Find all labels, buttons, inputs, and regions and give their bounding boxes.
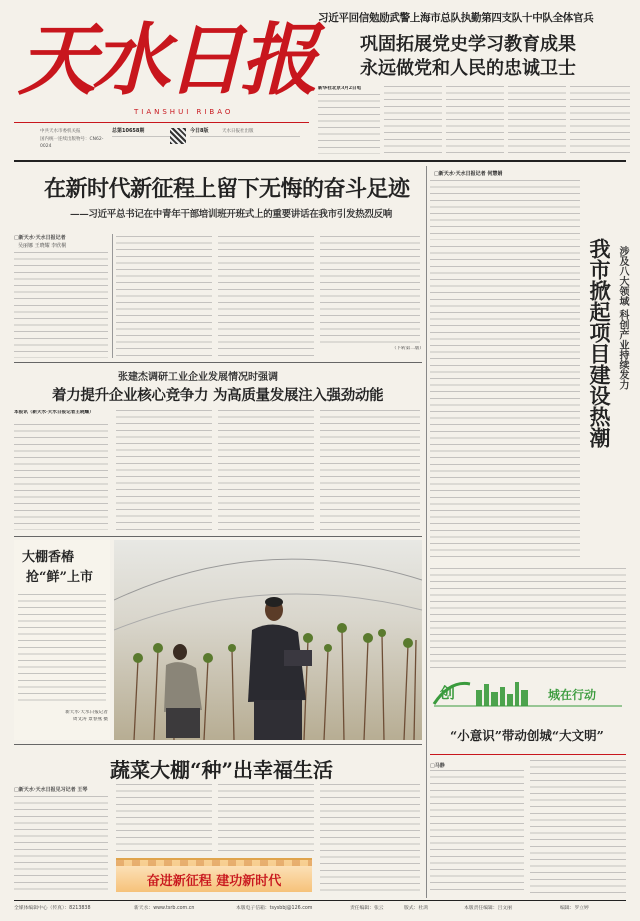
issue-number: 总第10658期 bbox=[112, 128, 145, 134]
edition-label: 天水日报社出版 bbox=[222, 129, 254, 134]
lead-jump: （下转第二版） bbox=[391, 346, 424, 351]
footer-rule bbox=[14, 900, 626, 901]
photo-illustration bbox=[114, 540, 422, 740]
lead-body-col2 bbox=[116, 236, 212, 358]
city-action-logo-text: 城在行动 bbox=[548, 688, 597, 702]
footer-item: 新天水：www.tsrb.com.cn bbox=[134, 906, 195, 911]
lead-divider bbox=[14, 362, 422, 363]
qr-code-icon bbox=[170, 128, 186, 144]
meeting-body-col2 bbox=[116, 410, 212, 530]
meeting-source: 本报讯（新天水·天水日报记者王晓耀） bbox=[14, 410, 94, 415]
publisher-label: 中共天水市委机关报 bbox=[40, 129, 81, 134]
top-news-headline-2: 永远做党和人民的忠诚卫士 bbox=[360, 58, 576, 79]
feature-credit-2: 周文涛 景春燕 摄 bbox=[72, 717, 108, 722]
lead-reporters: 吴丽娜 王晓耀 李欣桐 bbox=[18, 243, 67, 249]
photo-divider bbox=[14, 744, 422, 745]
right-body-col1 bbox=[430, 246, 580, 558]
footer-item: 编辑：罗立婷 bbox=[560, 906, 589, 911]
masthead-rule bbox=[14, 122, 309, 123]
feature-headline-1: 大棚香椿 bbox=[22, 550, 75, 565]
top-news-body-col2 bbox=[384, 86, 442, 154]
greenhouse-photo bbox=[114, 540, 422, 740]
lead-headline: 在新时代新征程上留下无悔的奋斗足迹 bbox=[44, 176, 410, 202]
footer-item: 本版责任编辑：吕文丽 bbox=[464, 906, 512, 911]
worker-figure-1 bbox=[164, 644, 202, 738]
meeting-body-col4 bbox=[320, 410, 420, 530]
feature-credit-1: 新天水·天水日报记者 bbox=[65, 710, 108, 715]
city-action-banner bbox=[430, 676, 626, 710]
slogan-banner bbox=[116, 858, 312, 892]
meeting-divider bbox=[14, 536, 422, 537]
vegetable-source: □新天水·天水日报见习记者 王琴 bbox=[14, 787, 88, 793]
feature-box bbox=[14, 540, 110, 740]
lead-story bbox=[14, 166, 422, 362]
right-source: □新天水·天水日报记者 何慧娟 bbox=[434, 171, 503, 177]
masthead-info bbox=[40, 128, 310, 154]
top-news bbox=[318, 8, 630, 160]
city-skyline-icon bbox=[430, 676, 626, 710]
vegetable-body-col3 bbox=[218, 784, 314, 856]
top-news-dateline: 新华社北京3月2日电 bbox=[318, 86, 362, 91]
right-body-top bbox=[430, 180, 580, 240]
footer-item: 全媒体编辑中心（传真）：8213838 bbox=[14, 906, 91, 911]
cn-number: 国内统一连续出版物号：CN62-0024 bbox=[40, 137, 104, 149]
top-divider bbox=[14, 160, 626, 162]
footer bbox=[14, 904, 626, 916]
top-news-body-col5 bbox=[570, 86, 630, 154]
masthead-pinyin: TIANSHUI RIBAO bbox=[134, 108, 234, 116]
city-action-headline: “小意识”带动创城“大文明” bbox=[450, 728, 604, 743]
vegetable-body-col1 bbox=[14, 796, 108, 894]
right-headline: 我市掀起项目建设热潮 bbox=[587, 238, 612, 448]
vegetable-headline: 蔬菜大棚“种”出幸福生活 bbox=[110, 758, 334, 782]
footer-item: 本版电子信箱：tsysbbj@126.com bbox=[236, 906, 313, 911]
feature-body bbox=[18, 594, 106, 706]
city-action-logo-char: 创 bbox=[440, 684, 456, 702]
vegetable-body-col4 bbox=[320, 784, 420, 894]
right-body-lower bbox=[430, 568, 626, 672]
top-news-kicker: 习近平回信勉励武警上海市总队执勤第四支队十中队全体官兵 bbox=[318, 12, 594, 24]
top-news-body-col3 bbox=[446, 86, 504, 154]
top-news-body-col4 bbox=[508, 86, 566, 154]
lead-subhead: ——习近平总书记在中青年干部培训班开班式上的重要讲话在我市引发热烈反响 bbox=[70, 209, 393, 220]
slogan-text: 奋进新征程 建功新时代 bbox=[146, 874, 282, 889]
footer-item: 责任编辑：张云 bbox=[350, 906, 384, 911]
lead-body-col4 bbox=[320, 236, 420, 344]
city-action-story bbox=[430, 712, 626, 898]
city-action-body-col1 bbox=[430, 770, 524, 894]
meeting-headline: 着力提升企业核心竞争力 为高质量发展注入强劲动能 bbox=[52, 387, 384, 404]
vegetable-story bbox=[14, 748, 422, 898]
date-info: 今日8版 bbox=[190, 128, 209, 134]
masthead-title: 天水日报 bbox=[18, 15, 315, 106]
lead-body-col1 bbox=[14, 252, 108, 358]
meeting-story bbox=[14, 366, 422, 534]
top-news-body-col1 bbox=[318, 94, 380, 154]
meeting-body-col3 bbox=[218, 410, 314, 530]
meeting-body-col1 bbox=[14, 424, 108, 530]
right-column bbox=[430, 166, 628, 566]
vegetable-body-col2 bbox=[116, 784, 212, 856]
feature-headline-2: 抢“鲜”上市 bbox=[26, 570, 93, 585]
lead-body-col3 bbox=[218, 236, 314, 358]
meeting-kicker: 张建杰调研工业企业发展情况时强调 bbox=[118, 372, 278, 383]
footer-item: 版式：杜鸿 bbox=[404, 906, 428, 911]
right-subhead: 涉及八大领域 科创产业持续发力 bbox=[617, 246, 628, 390]
city-action-body-col2 bbox=[530, 760, 626, 894]
lead-source: □新天水·天水日报记者 bbox=[14, 235, 66, 241]
top-news-headline-1: 巩固拓展党史学习教育成果 bbox=[360, 34, 576, 55]
worker-figure-2 bbox=[248, 597, 312, 740]
city-action-author: □马静 bbox=[430, 763, 445, 769]
